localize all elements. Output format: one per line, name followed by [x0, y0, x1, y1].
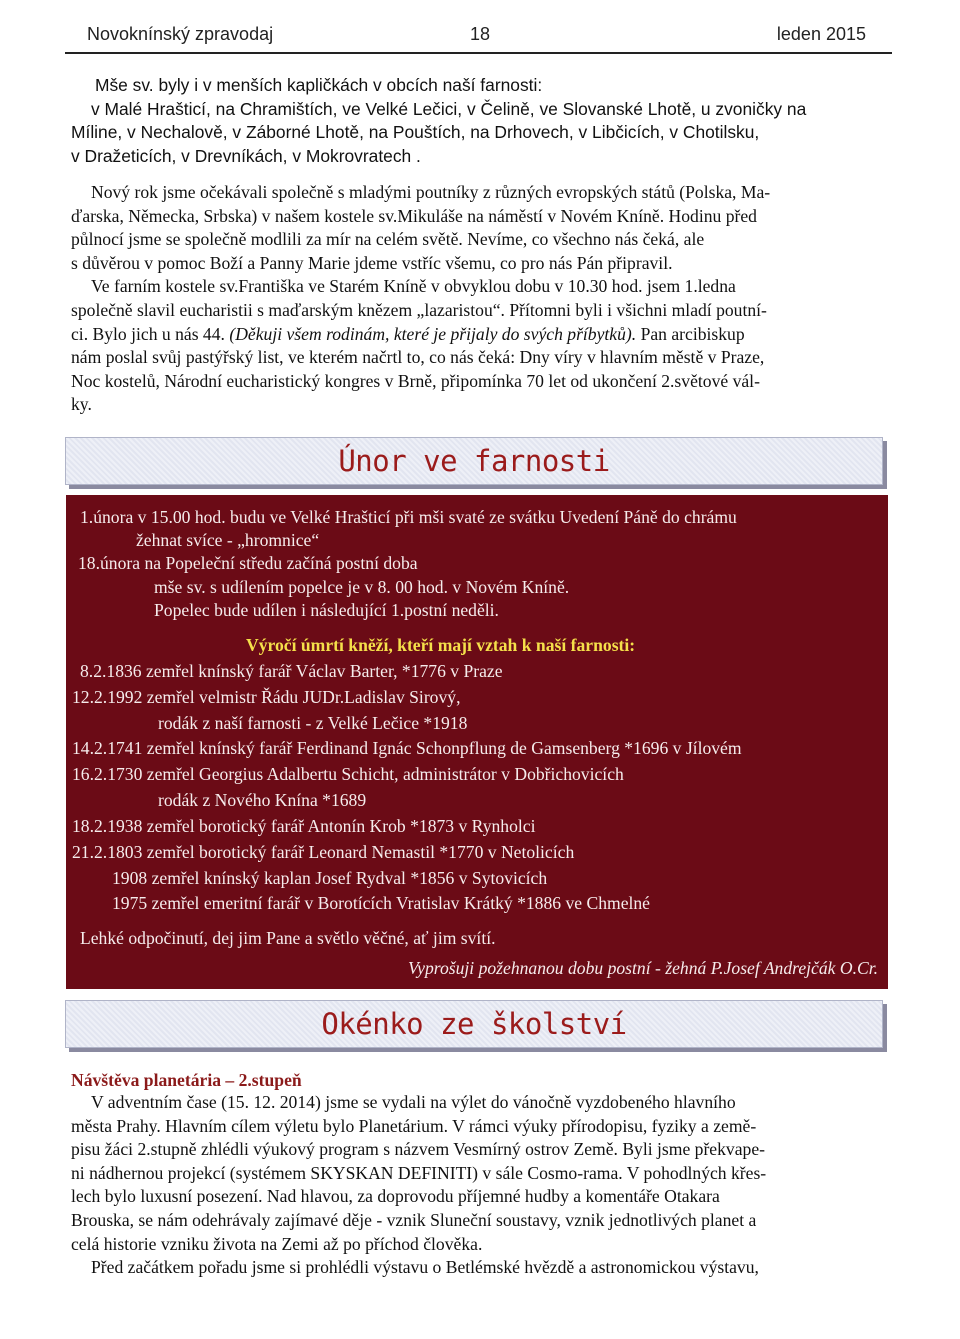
anniversary-line: 14.2.1741 zemřel knínský farář Ferdinand Ignác Schonpflung de Gamsenberg *1696 v Jílovém	[72, 738, 742, 758]
newyear-paragraph	[71, 181, 886, 417]
text-line: Před začátkem pořadu jsme si prohlédli výstavu o Betlémské hvězdě a astronomickou výstavu,	[91, 1257, 759, 1278]
chapels-paragraph	[71, 74, 886, 168]
anniversary-line: 1908 zemřel knínský kaplan Josef Rydval *1856 v Sytovicích	[112, 868, 548, 888]
text-line: nám poslal svůj pastýřský list, ve kterém načrtl to, co nás čeká: Dny víry v hlavním městě v Praze,	[71, 347, 765, 368]
anniversaries-heading: Výročí úmrtí kněží, kteří mají vztah k naší farnosti:	[246, 635, 636, 655]
text-line: celá historie vzniku života na Zemi až po příchod člověka.	[71, 1233, 483, 1254]
page-header	[65, 22, 892, 54]
anniversary-line: 12.2.1992 zemřel velmistr Řádu JUDr.Ladislav Sirový,	[72, 687, 461, 707]
section-title: Únor ve farnosti	[338, 444, 610, 478]
anniversary-line: 8.2.1836 zemřel knínský farář Václav Barter, *1776 v Praze	[80, 661, 503, 681]
text-line: ci. Bylo jich u nás 44. (Děkuji všem rodinám, které je přijaly do svých příbytků). Pan arcibiskup	[71, 323, 745, 344]
eternal-rest-line: Lehké odpočinutí, dej jim Pane a světlo věčné, ať jim svítí.	[80, 928, 496, 948]
text-line: Ve farním kostele sv.Františka ve Starém Kníně v obvyklou dobu v 10.30 hod. jsem 1.ledna	[91, 276, 736, 297]
page-number: 18	[470, 24, 491, 44]
text-line: společně slavil eucharistii s maďarským knězem „lazaristou“. Přítomni byli i všichni mladí poutní-	[71, 299, 767, 320]
announcement-line: mše sv. s udílením popelce je v 8. 00 hod. v Novém Kníně.	[154, 577, 570, 597]
text-line: Brouska, se nám odehrávaly zajímavé děje - vznik Sluneční soustavy, vznik jednotlivých planet a	[71, 1209, 757, 1230]
text-line: v Dražeticích, v Drevníkách, v Mokrovratech .	[71, 145, 421, 166]
text-line: s důvěrou v pomoc Boží a Panny Marie jdeme vstříc všemu, co pro nás Pán připravil.	[71, 252, 673, 273]
text-line: půlnocí jsme se společně modlili za mír na celém světě. Nevíme, co všechno nás čeká, ale	[71, 229, 705, 250]
text-line: ďarska, Německa, Srbska) v našem kostele sv.Mikuláše na náměstí v Novém Kníně. Hodinu před	[71, 205, 757, 226]
publication-title: Novoknínský zpravodaj	[87, 24, 274, 44]
section-banner-february	[65, 437, 885, 487]
text-line: v Malé Hrašticí, na Chramištích, ve Velké Lečici, v Čelině, ve Slovanské Lhotě, u zvoničky na	[91, 98, 807, 119]
text-line: pisu žáci 2.stupně zhlédli výukový program s názvem Vesmírný ostrov Země. Byli jsme překvape-	[71, 1139, 765, 1160]
anniversary-line: rodák z Nového Knína *1689	[158, 790, 367, 810]
signature: Vyprošuji požehnanou dobu postní - žehná P.Josef Andrejčák O.Cr.	[408, 958, 878, 978]
text-line: Noc kostelů, Národní eucharistický kongres v Brně, připomínka 70 let od ukončení 2.světové vál-	[71, 370, 760, 391]
february-announcements-box	[66, 495, 888, 989]
text-line: ky.	[71, 394, 92, 415]
school-paragraph	[71, 1091, 886, 1280]
announcement-line: žehnat svíce - „hromnice“	[136, 530, 320, 550]
text-line: Nový rok jsme očekávali společně s mladými poutníky z různých evropských států (Polska, Ma-	[91, 182, 771, 202]
text-line: Míline, v Nechalově, v Záborné Lhotě, na Pouštích, na Drhovech, v Libčicích, v Chotilsku,	[71, 122, 760, 143]
anniversary-line: 18.2.1938 zemřel borotický farář Antonín Krob *1873 v Rynholci	[72, 816, 536, 836]
text-line: lech bylo luxusní posezení. Nad hlavou, za doprovodu příjemné hudby a komentáře Otakara	[71, 1186, 720, 1207]
announcement-line: Popelec bude udílen i následující 1.postní neděli.	[154, 600, 499, 620]
section-title: Okénko ze školství	[321, 1007, 627, 1041]
anniversary-line: 16.2.1730 zemřel Georgius Adalbertu Schicht, administrátor v Dobřichovicích	[72, 764, 624, 784]
article-heading: Návštěva planetária – 2.stupeň	[71, 1070, 302, 1090]
text-line: ni nádhernou projekcí (systémem SKYSKAN DEFINITI) v sále Cosmo-rama. V pohodlných křes-	[71, 1162, 767, 1183]
text-line: V adventním čase (15. 12. 2014) jsme se vydali na výlet do vánočně vyzdobeného hlavního	[91, 1092, 736, 1112]
section-banner-school	[65, 1000, 885, 1050]
anniversary-line: rodák z naší farnosti - z Velké Lečice *1918	[158, 713, 468, 733]
anniversary-line: 21.2.1803 zemřel borotický farář Leonard Nemastil *1770 v Netolicích	[72, 842, 575, 862]
text-line: města Prahy. Hlavním cílem výletu bylo Planetárium. V rámci výuky přírodopisu, fyziky a země-	[71, 1115, 757, 1136]
announcement-line: 1.února v 15.00 hod. budu ve Velké Hrašticí při mši svaté ze svátku Uvedení Páně do chrámu	[80, 507, 737, 527]
thanks-note: (Děkuji všem rodinám, které je přijaly do svých příbytků).	[229, 323, 637, 344]
text-line: Mše sv. byly i v menších kapličkách v obcích naší farnosti:	[95, 75, 543, 95]
announcement-line: 18.února na Popeleční středu začíná postní doba	[78, 553, 418, 573]
issue-date: leden 2015	[776, 24, 866, 44]
anniversary-line: 1975 zemřel emeritní farář v Borotících Vratislav Krátký *1886 ve Chmelné	[112, 893, 650, 913]
